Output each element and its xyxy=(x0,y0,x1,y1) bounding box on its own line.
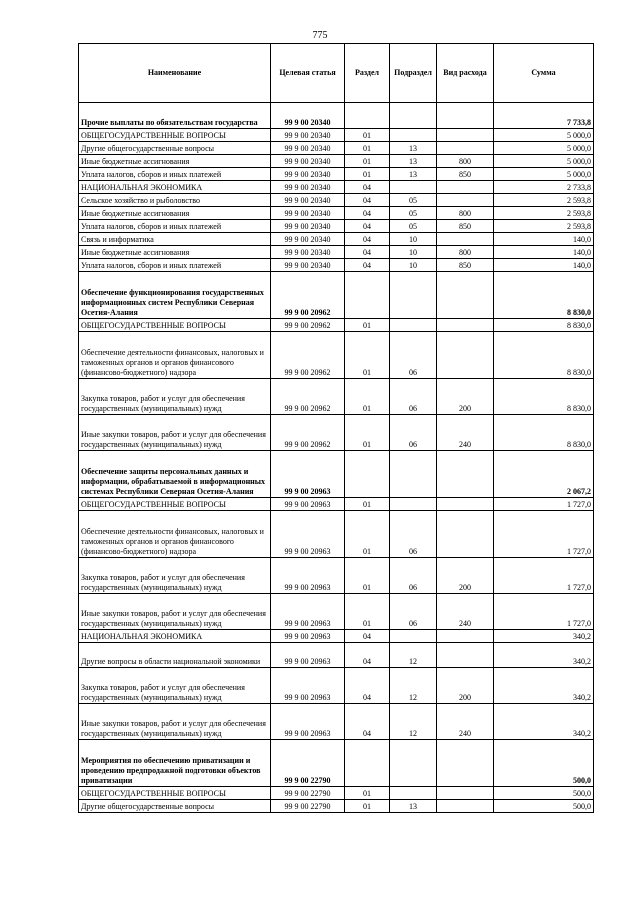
page-number: 775 xyxy=(312,30,328,41)
cell-target: 99 9 00 20963 xyxy=(271,511,345,558)
cell-sum: 500,0 xyxy=(494,800,594,813)
cell-subsection xyxy=(390,129,437,142)
cell-name: Иные бюджетные ассигнования xyxy=(79,155,271,168)
cell-name: Закупка товаров, работ и услуг для обеспечения государственных (муниципальных) нужд xyxy=(79,558,271,594)
table-row xyxy=(79,379,594,415)
cell-section: 04 xyxy=(345,668,390,704)
table-row xyxy=(79,511,594,558)
cell-section: 01 xyxy=(345,498,390,511)
cell-name: НАЦИОНАЛЬНАЯ ЭКОНОМИКА xyxy=(79,630,271,643)
cell-sum: 2 067,2 xyxy=(494,451,594,498)
cell-expense-type xyxy=(437,233,494,246)
cell-sum: 8 830,0 xyxy=(494,415,594,451)
cell-name: Уплата налогов, сборов и иных платежей xyxy=(79,168,271,181)
cell-section: 01 xyxy=(345,800,390,813)
cell-name: ОБЩЕГОСУДАРСТВЕННЫЕ ВОПРОСЫ xyxy=(79,129,271,142)
cell-name: НАЦИОНАЛЬНАЯ ЭКОНОМИКА xyxy=(79,181,271,194)
cell-name: Другие общегосударственные вопросы xyxy=(79,142,271,155)
cell-target: 99 9 00 20962 xyxy=(271,319,345,332)
cell-section: 04 xyxy=(345,643,390,668)
cell-target: 99 9 00 20963 xyxy=(271,558,345,594)
cell-sum: 5 000,0 xyxy=(494,168,594,181)
cell-subsection: 10 xyxy=(390,246,437,259)
cell-target: 99 9 00 20340 xyxy=(271,207,345,220)
cell-target: 99 9 00 20963 xyxy=(271,594,345,630)
cell-expense-type xyxy=(437,129,494,142)
cell-name: Связь и информатика xyxy=(79,233,271,246)
cell-subsection: 13 xyxy=(390,142,437,155)
cell-expense-type xyxy=(437,103,494,129)
cell-target: 99 9 00 20963 xyxy=(271,704,345,740)
cell-name: Иные бюджетные ассигнования xyxy=(79,207,271,220)
cell-name: Мероприятия по обеспечению приватизации и проведению предпродажной подготовки объектов приватизации xyxy=(79,740,271,787)
table-row xyxy=(79,142,594,155)
cell-target: 99 9 00 20340 xyxy=(271,129,345,142)
cell-subsection: 12 xyxy=(390,668,437,704)
cell-section: 01 xyxy=(345,155,390,168)
cell-name: Другие общегосударственные вопросы xyxy=(79,800,271,813)
cell-name: ОБЩЕГОСУДАРСТВЕННЫЕ ВОПРОСЫ xyxy=(79,319,271,332)
cell-name: Иные бюджетные ассигнования xyxy=(79,246,271,259)
table-row xyxy=(79,332,594,379)
cell-subsection: 06 xyxy=(390,594,437,630)
cell-expense-type: 850 xyxy=(437,259,494,272)
table-row xyxy=(79,643,594,668)
cell-sum: 2 593,8 xyxy=(494,220,594,233)
table-row xyxy=(79,168,594,181)
table-row xyxy=(79,233,594,246)
cell-name: Другие вопросы в области национальной экономики xyxy=(79,643,271,668)
table-row xyxy=(79,103,594,129)
cell-expense-type xyxy=(437,498,494,511)
cell-subsection xyxy=(390,319,437,332)
cell-expense-type xyxy=(437,181,494,194)
header-subsection: Подраздел xyxy=(390,44,437,103)
table-row xyxy=(79,668,594,704)
cell-name: Обеспечение функционирования государственных информационных систем Республики Северная Осетия-Алания xyxy=(79,272,271,319)
cell-name: Закупка товаров, работ и услуг для обеспечения государственных (муниципальных) нужд xyxy=(79,668,271,704)
cell-expense-type: 240 xyxy=(437,594,494,630)
cell-sum: 140,0 xyxy=(494,233,594,246)
cell-expense-type xyxy=(437,511,494,558)
cell-section: 01 xyxy=(345,319,390,332)
cell-sum: 8 830,0 xyxy=(494,332,594,379)
table-row xyxy=(79,272,594,319)
cell-sum: 5 000,0 xyxy=(494,155,594,168)
cell-expense-type: 800 xyxy=(437,246,494,259)
cell-target: 99 9 00 20962 xyxy=(271,332,345,379)
cell-subsection xyxy=(390,740,437,787)
cell-sum: 1 727,0 xyxy=(494,498,594,511)
table-row xyxy=(79,630,594,643)
cell-target: 99 9 00 20963 xyxy=(271,643,345,668)
cell-target: 99 9 00 20962 xyxy=(271,379,345,415)
cell-name: Иные закупки товаров, работ и услуг для обеспечения государственных (муниципальных) нужд xyxy=(79,594,271,630)
cell-name: Обеспечение деятельности финансовых, налоговых и таможенных органов и органов финансового (финансово-бюджетного) надзора xyxy=(79,332,271,379)
cell-sum: 2 593,8 xyxy=(494,194,594,207)
cell-target: 99 9 00 20963 xyxy=(271,498,345,511)
cell-subsection: 05 xyxy=(390,220,437,233)
table-row xyxy=(79,800,594,813)
cell-section: 04 xyxy=(345,630,390,643)
cell-sum: 340,2 xyxy=(494,704,594,740)
cell-subsection: 12 xyxy=(390,643,437,668)
cell-subsection xyxy=(390,181,437,194)
cell-sum: 500,0 xyxy=(494,787,594,800)
cell-name: Уплата налогов, сборов и иных платежей xyxy=(79,220,271,233)
cell-expense-type xyxy=(437,643,494,668)
cell-name: Обеспечение деятельности финансовых, налоговых и таможенных органов и органов финансового (финансово-бюджетного) надзора xyxy=(79,511,271,558)
cell-subsection: 10 xyxy=(390,259,437,272)
header-expense-type: Вид расхода xyxy=(437,44,494,103)
cell-target: 99 9 00 20340 xyxy=(271,142,345,155)
cell-sum: 340,2 xyxy=(494,643,594,668)
cell-name: ОБЩЕГОСУДАРСТВЕННЫЕ ВОПРОСЫ xyxy=(79,787,271,800)
table-row xyxy=(79,220,594,233)
table-row xyxy=(79,129,594,142)
table-row xyxy=(79,207,594,220)
cell-sum: 7 733,8 xyxy=(494,103,594,129)
cell-sum: 8 830,0 xyxy=(494,379,594,415)
header-section: Раздел xyxy=(345,44,390,103)
budget-table xyxy=(78,43,594,813)
header-name: Наименование xyxy=(79,44,271,103)
cell-section: 01 xyxy=(345,332,390,379)
table-row xyxy=(79,594,594,630)
cell-expense-type xyxy=(437,272,494,319)
cell-expense-type xyxy=(437,787,494,800)
table-row xyxy=(79,558,594,594)
cell-subsection: 06 xyxy=(390,332,437,379)
cell-target: 99 9 00 20340 xyxy=(271,259,345,272)
cell-section: 01 xyxy=(345,379,390,415)
header-sum: Сумма xyxy=(494,44,594,103)
cell-sum: 1 727,0 xyxy=(494,511,594,558)
cell-section: 04 xyxy=(345,207,390,220)
cell-subsection: 05 xyxy=(390,194,437,207)
cell-section: 01 xyxy=(345,511,390,558)
cell-target: 99 9 00 20962 xyxy=(271,415,345,451)
cell-target: 99 9 00 20340 xyxy=(271,155,345,168)
cell-section: 01 xyxy=(345,594,390,630)
cell-section: 04 xyxy=(345,194,390,207)
cell-sum: 1 727,0 xyxy=(494,558,594,594)
cell-section: 01 xyxy=(345,558,390,594)
cell-target: 99 9 00 20340 xyxy=(271,220,345,233)
cell-section: 01 xyxy=(345,142,390,155)
cell-subsection: 12 xyxy=(390,704,437,740)
cell-name: Обеспечение защиты персональных данных и информации, обрабатываемой в информационных системах Республики Северная Осетия-Алания xyxy=(79,451,271,498)
cell-section: 04 xyxy=(345,181,390,194)
cell-target: 99 9 00 20340 xyxy=(271,181,345,194)
cell-sum: 5 000,0 xyxy=(494,142,594,155)
cell-sum: 340,2 xyxy=(494,630,594,643)
cell-section: 04 xyxy=(345,704,390,740)
cell-target: 99 9 00 22790 xyxy=(271,800,345,813)
cell-expense-type xyxy=(437,319,494,332)
cell-target: 99 9 00 22790 xyxy=(271,787,345,800)
table-row xyxy=(79,155,594,168)
cell-name: Сельское хозяйство и рыболовство xyxy=(79,194,271,207)
cell-subsection xyxy=(390,272,437,319)
cell-expense-type xyxy=(437,142,494,155)
cell-expense-type xyxy=(437,630,494,643)
cell-sum: 500,0 xyxy=(494,740,594,787)
table-row xyxy=(79,181,594,194)
cell-sum: 340,2 xyxy=(494,668,594,704)
cell-target: 99 9 00 22790 xyxy=(271,740,345,787)
table-row xyxy=(79,194,594,207)
cell-name: Закупка товаров, работ и услуг для обеспечения государственных (муниципальных) нужд xyxy=(79,379,271,415)
table-row xyxy=(79,319,594,332)
table-row xyxy=(79,259,594,272)
cell-expense-type xyxy=(437,740,494,787)
cell-expense-type xyxy=(437,800,494,813)
cell-expense-type: 850 xyxy=(437,220,494,233)
cell-subsection: 13 xyxy=(390,155,437,168)
cell-expense-type: 200 xyxy=(437,379,494,415)
cell-target: 99 9 00 20962 xyxy=(271,272,345,319)
cell-subsection xyxy=(390,787,437,800)
cell-section xyxy=(345,272,390,319)
cell-subsection: 13 xyxy=(390,800,437,813)
table-row xyxy=(79,246,594,259)
cell-sum: 1 727,0 xyxy=(494,594,594,630)
table-row xyxy=(79,415,594,451)
cell-subsection xyxy=(390,498,437,511)
cell-target: 99 9 00 20963 xyxy=(271,451,345,498)
table-row xyxy=(79,740,594,787)
cell-target: 99 9 00 20963 xyxy=(271,668,345,704)
cell-subsection: 06 xyxy=(390,511,437,558)
cell-expense-type: 200 xyxy=(437,558,494,594)
cell-section xyxy=(345,451,390,498)
cell-sum: 2 593,8 xyxy=(494,207,594,220)
cell-section: 04 xyxy=(345,220,390,233)
table-row xyxy=(79,787,594,800)
table-header-row xyxy=(79,44,594,103)
cell-sum: 140,0 xyxy=(494,246,594,259)
cell-sum: 5 000,0 xyxy=(494,129,594,142)
cell-section: 04 xyxy=(345,246,390,259)
cell-name: Иные закупки товаров, работ и услуг для обеспечения государственных (муниципальных) нужд xyxy=(79,704,271,740)
cell-section: 04 xyxy=(345,259,390,272)
cell-expense-type: 240 xyxy=(437,704,494,740)
cell-expense-type: 800 xyxy=(437,155,494,168)
cell-sum: 2 733,8 xyxy=(494,181,594,194)
cell-target: 99 9 00 20963 xyxy=(271,630,345,643)
table-row xyxy=(79,704,594,740)
cell-subsection: 10 xyxy=(390,233,437,246)
header-target: Целевая статья xyxy=(271,44,345,103)
cell-section xyxy=(345,103,390,129)
cell-subsection: 06 xyxy=(390,558,437,594)
cell-section xyxy=(345,740,390,787)
cell-name: Иные закупки товаров, работ и услуг для обеспечения государственных (муниципальных) нужд xyxy=(79,415,271,451)
cell-subsection: 13 xyxy=(390,168,437,181)
cell-target: 99 9 00 20340 xyxy=(271,233,345,246)
cell-section: 01 xyxy=(345,787,390,800)
cell-expense-type: 200 xyxy=(437,668,494,704)
cell-target: 99 9 00 20340 xyxy=(271,246,345,259)
cell-subsection xyxy=(390,451,437,498)
cell-expense-type: 850 xyxy=(437,168,494,181)
cell-name: Уплата налогов, сборов и иных платежей xyxy=(79,259,271,272)
table-row xyxy=(79,451,594,498)
cell-sum: 8 830,0 xyxy=(494,272,594,319)
cell-section: 01 xyxy=(345,415,390,451)
cell-subsection: 05 xyxy=(390,207,437,220)
cell-target: 99 9 00 20340 xyxy=(271,103,345,129)
cell-name: Прочие выплаты по обязательствам государства xyxy=(79,103,271,129)
cell-section: 01 xyxy=(345,129,390,142)
cell-subsection: 06 xyxy=(390,379,437,415)
cell-name: ОБЩЕГОСУДАРСТВЕННЫЕ ВОПРОСЫ xyxy=(79,498,271,511)
cell-subsection xyxy=(390,103,437,129)
cell-expense-type: 240 xyxy=(437,415,494,451)
cell-subsection: 06 xyxy=(390,415,437,451)
cell-sum: 140,0 xyxy=(494,259,594,272)
cell-sum: 8 830,0 xyxy=(494,319,594,332)
cell-expense-type xyxy=(437,332,494,379)
cell-section: 04 xyxy=(345,233,390,246)
cell-expense-type: 800 xyxy=(437,207,494,220)
cell-target: 99 9 00 20340 xyxy=(271,194,345,207)
cell-expense-type xyxy=(437,451,494,498)
table-row xyxy=(79,498,594,511)
cell-subsection xyxy=(390,630,437,643)
cell-target: 99 9 00 20340 xyxy=(271,168,345,181)
cell-expense-type xyxy=(437,194,494,207)
cell-section: 01 xyxy=(345,168,390,181)
